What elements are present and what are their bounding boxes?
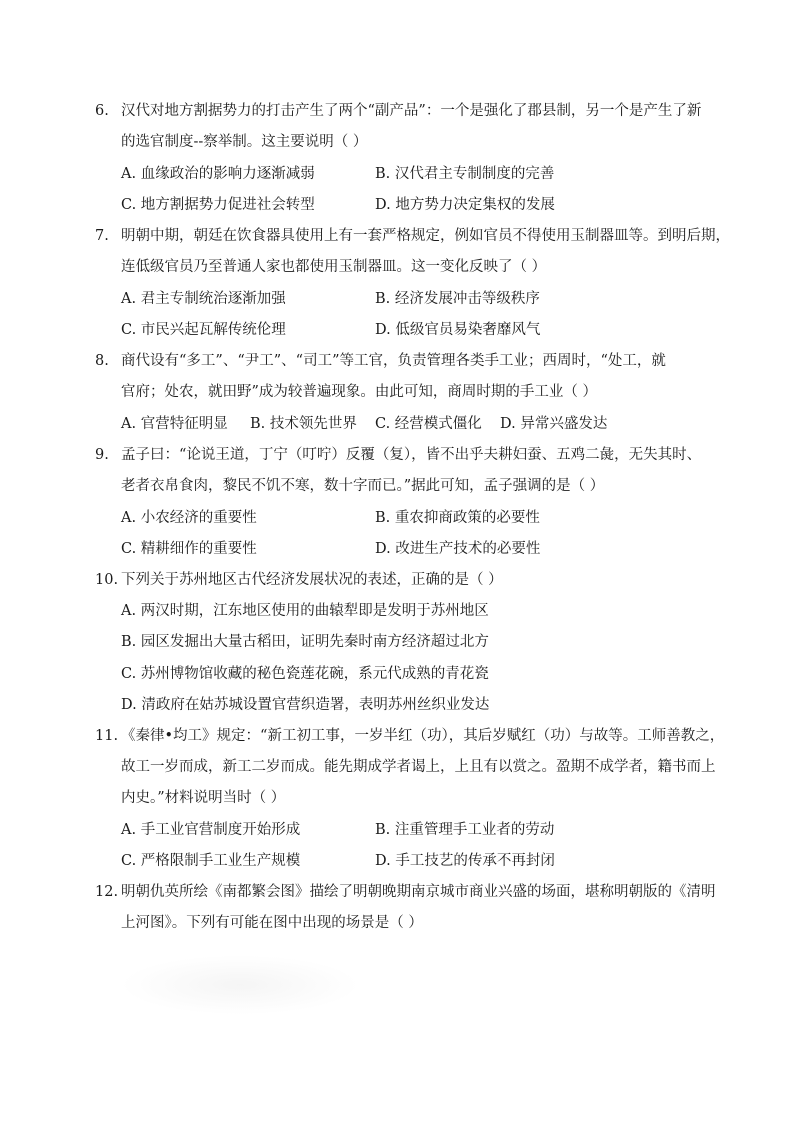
question-number: 9.	[95, 447, 109, 463]
option-text: 园区发掘出大量古稻田，证明先秦时南方经济超过北方	[140, 634, 489, 650]
option-label: D.	[500, 416, 516, 432]
option-label: A.	[121, 166, 137, 182]
option-text: 手工业官营制度开始形成	[140, 822, 301, 838]
option-label: C.	[121, 541, 137, 557]
question-number: 6.	[95, 103, 109, 119]
option-label: B.	[250, 416, 266, 432]
option-text: 严格限制手工业生产规模	[140, 853, 301, 869]
option-label: C.	[375, 416, 391, 432]
scan-smudge	[120, 955, 360, 1015]
option-label: C.	[121, 197, 137, 213]
option-d	[375, 539, 540, 559]
option-label: B.	[121, 634, 137, 650]
option-text: 异常兴盛发达	[520, 416, 608, 432]
option-d	[375, 195, 555, 215]
option-b	[250, 414, 357, 434]
option-text: 血缘政治的影响力逐渐减弱	[140, 166, 315, 182]
option-c	[375, 414, 482, 434]
question-stem-line: 明朝中期，朝廷在饮食器具使用上有一套严格规定，例如官员不得使用玉制器皿等。到明后期，	[121, 228, 730, 244]
option-text: 清政府在姑苏城设置官营织造署，表明苏州丝织业发达	[141, 697, 490, 713]
question-stem-line: 孟子曰：“论说王道，丁宁（叮咛）反覆（复），皆不出乎夫耕妇蚕、五鸡二彘，无失其时、	[121, 447, 702, 463]
option-label: A.	[121, 510, 137, 526]
option-text: 低级官员易染奢靡风气	[395, 322, 541, 338]
option-text: 精耕细作的重要性	[140, 541, 257, 557]
option-text: 手工技艺的传承不再封闭	[395, 853, 555, 869]
option-c	[121, 539, 257, 559]
option-label: B.	[375, 291, 391, 307]
option-label: B.	[375, 510, 391, 526]
question-number: 12.	[95, 884, 119, 900]
option-text: 君主专制统治逐渐加强	[140, 291, 286, 307]
option-a	[121, 414, 228, 434]
option-label: D.	[375, 197, 391, 213]
option-text: 改进生产技术的必要性	[395, 541, 541, 557]
question-stem-line: 连低级官员乃至普通人家也都使用玉制器皿。这一变化反映了（ ）	[121, 259, 547, 275]
question-stem-line: 《秦律•均工》规定：“新工初工事，一岁半红（功），其后岁赋红（功）与故等。工师善教之，	[121, 728, 725, 744]
option-text: 重农抑商政策的必要性	[394, 510, 540, 526]
option-b	[375, 164, 554, 184]
question-stem-line: 故工一岁而成，新工二岁而成。能先期成学者谒上，上且有以赏之。盈期不成学者，籍书而上	[121, 759, 716, 775]
option-b	[375, 508, 540, 528]
option-a	[121, 820, 300, 840]
option-text: 注重管理手工业者的劳动	[394, 822, 555, 838]
question-stem-line: 下列关于苏州地区古代经济发展状况的表述，正确的是（ ）	[121, 572, 503, 588]
option-d	[121, 695, 489, 715]
option-b	[375, 820, 554, 840]
option-label: A.	[121, 603, 137, 619]
option-text: 官营特征明显	[140, 416, 228, 432]
question-number: 11.	[95, 728, 119, 744]
option-label: B.	[375, 822, 391, 838]
option-c	[121, 195, 315, 215]
option-text: 汉代君主专制制度的完善	[394, 166, 555, 182]
option-label: D.	[375, 541, 391, 557]
option-d	[500, 414, 607, 434]
option-label: B.	[375, 166, 391, 182]
option-a	[121, 289, 286, 309]
option-text: 市民兴起瓦解传统伦理	[140, 322, 286, 338]
option-a	[121, 601, 489, 621]
option-text: 苏州博物馆收藏的秘色瓷莲花碗，系元代成熟的青花瓷	[140, 666, 489, 682]
option-label: D.	[121, 697, 137, 713]
question-stem-line: 老者衣帛食肉，黎民不饥不寒，数十字而已。”据此可知，孟子强调的是（ ）	[121, 478, 605, 494]
option-label: C.	[121, 322, 137, 338]
option-label: C.	[121, 666, 137, 682]
question-stem-line: 明朝仇英所绘《南都繁会图》描绘了明朝晚期南京城市商业兴盛的场面，堪称明朝版的《清明	[121, 884, 716, 900]
question-stem-line: 汉代对地方割据势力的打击产生了两个“副产品”：一个是强化了郡县制，另一个是产生了新	[121, 103, 702, 119]
option-text: 地方势力决定集权的发展	[395, 197, 555, 213]
option-label: A.	[121, 416, 137, 432]
question-stem-line: 商代设有“多工”、“尹工”、“司工”等工官，负责管理各类手工业；西周时，“处工，就	[121, 353, 666, 369]
question-stem-line: 的选官制度--察举制。这主要说明（ ）	[121, 134, 368, 150]
option-text: 两汉时期，江东地区使用的曲辕犁即是发明于苏州地区	[140, 603, 489, 619]
option-label: D.	[375, 853, 391, 869]
option-c	[121, 320, 286, 340]
option-text: 经济发展冲击等级秩序	[394, 291, 540, 307]
option-text: 地方割据势力促进社会转型	[140, 197, 315, 213]
option-d	[375, 320, 540, 340]
option-text: 小农经济的重要性	[140, 510, 257, 526]
option-a	[121, 508, 257, 528]
option-text: 经营模式僵化	[394, 416, 482, 432]
option-c	[121, 664, 489, 684]
option-label: A.	[121, 822, 137, 838]
question-number: 8.	[95, 353, 109, 369]
question-stem-line: 官府；处农，就田野”成为较普遍现象。由此可知，商周时期的手工业（ ）	[121, 384, 598, 400]
option-a	[121, 164, 315, 184]
option-label: A.	[121, 291, 137, 307]
option-text: 技术领先世界	[269, 416, 357, 432]
option-b	[375, 289, 540, 309]
question-stem-line: 上河图》。下列有可能在图中出现的场景是（ ）	[121, 915, 423, 931]
question-stem-line: 内史。”材料说明当时（ ）	[121, 790, 286, 806]
option-label: D.	[375, 322, 391, 338]
option-c	[121, 851, 300, 871]
option-label: C.	[121, 853, 137, 869]
question-number: 10.	[95, 572, 119, 588]
question-number: 7.	[95, 228, 109, 244]
option-b	[121, 632, 489, 652]
option-d	[375, 851, 555, 871]
